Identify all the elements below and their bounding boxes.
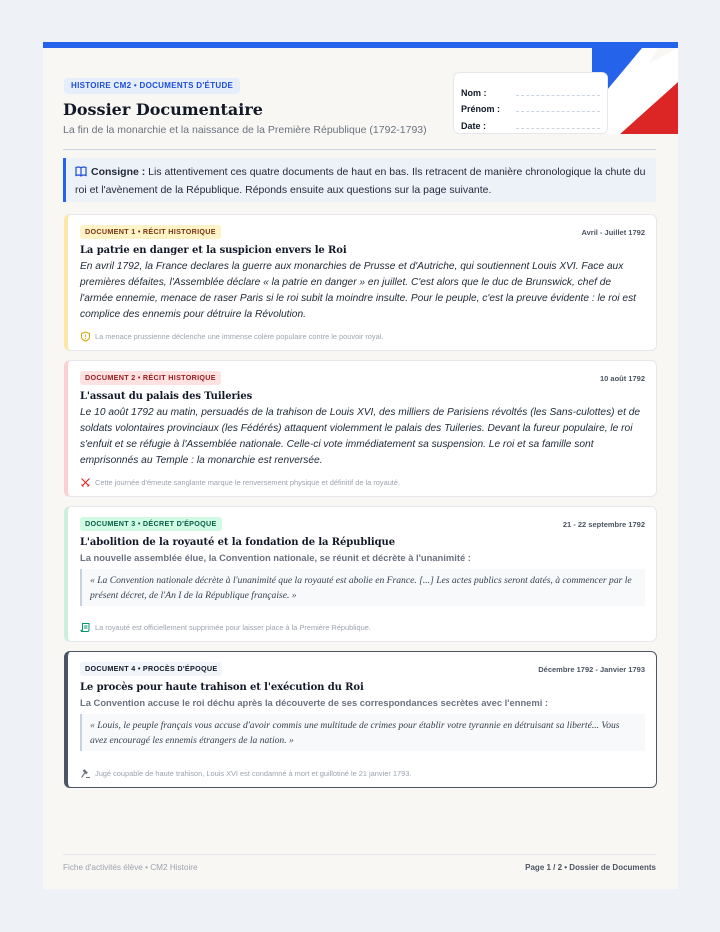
firstname-row — [461, 98, 600, 115]
crossed-swords-icon — [80, 477, 91, 488]
note-text: Cette journée d'émeute sanglante marque le renversement physique et définitif de la royauté. — [95, 478, 401, 487]
date-label: Date : — [461, 120, 487, 131]
document-tag: DOCUMENT 2 • RÉCIT HISTORIQUE — [80, 371, 221, 385]
document-tag: DOCUMENT 4 • PROCÈS D'ÉPOQUE — [80, 662, 222, 676]
document-tag: DOCUMENT 1 • RÉCIT HISTORIQUE — [80, 225, 221, 239]
shield-icon — [80, 331, 91, 342]
document-title: L'assaut du palais des Tuileries — [80, 391, 253, 402]
document-title: La patrie en danger et la suspicion envers le Roi — [80, 245, 347, 256]
document-date: 21 - 22 septembre 1792 — [562, 519, 645, 529]
footer-left: Fiche d'activités élève • CM2 Histoire — [63, 863, 198, 872]
document-title: L'abolition de la royauté et la fondation de la République — [80, 537, 395, 548]
footer-divider — [63, 854, 656, 855]
page-subtitle: La fin de la monarchie et la naissance de la Première République (1792-1793) — [63, 124, 427, 136]
note-text: Jugé coupable de haute trahison, Louis XVI est condamné à mort et guillotiné le 21 janvier 1793. — [95, 769, 412, 778]
document-card-2 — [64, 360, 657, 497]
name-row — [461, 81, 600, 98]
document-quote: « Louis, le peuple français vous accuse d'avoir commis une multitude de crimes pour établir votre tyrannie en détruisant sa liberté... Vous avez encouragé les ennemis étrangers de la nation. » — [80, 714, 645, 751]
name-label: Nom : — [461, 87, 487, 98]
worksheet-page — [43, 42, 678, 889]
document-tag: DOCUMENT 3 • DÉCRET D'ÉPOQUE — [80, 517, 222, 531]
instructions-text: Lis attentivement ces quatre documents de haut en bas. Ils retracent de manière chronologique la chute du roi et l'avènement de la République. Réponds ensuite aux questions sur la page suivante. — [75, 166, 646, 196]
document-text: En avril 1792, la France declares la guerre aux monarchies de Prusse et d'Autriche, qui soutiennent Louis XVI. Face aux premières défaites, l'Assemblée déclare « la patrie en danger » en juillet. C'est alors que le duc de Brunswick, chef de l'armée ennemie, menace de raser Paris si le roi subit la moindre insulte. Pour le peuple, c'est la preuve évidente : le roi est complice des ennemis pour détruire la Révolution. — [80, 261, 636, 320]
document-note — [80, 331, 383, 342]
document-quote: « La Convention nationale décrète à l'unanimité que la royauté est abolie en France. [...] Les actes publics seront datés, à commencer par le présent décret, de l'An I de la République française. » — [80, 569, 645, 606]
document-date: Avril - Juillet 1792 — [581, 227, 645, 237]
name-field[interactable] — [516, 88, 600, 96]
note-text: La royauté est officiellement supprimée pour laisser place à la Première République. — [95, 623, 371, 632]
document-card-1 — [64, 214, 657, 351]
header-divider — [63, 149, 656, 150]
instructions-box — [63, 158, 656, 202]
firstname-label: Prénom : — [461, 104, 501, 114]
book-icon — [75, 166, 87, 182]
gavel-icon — [80, 768, 91, 779]
document-card-3 — [64, 506, 657, 642]
document-note — [80, 768, 411, 779]
date-row — [461, 114, 600, 131]
document-intro: La nouvelle assemblée élue, la Convention nationale, se réunit et décrète à l'unanimité : — [80, 552, 471, 563]
subject-chip: HISTOIRE CM2 • DOCUMENTS D'ÉTUDE — [64, 78, 240, 94]
document-date: Décembre 1792 - Janvier 1793 — [538, 664, 645, 674]
document-text: Le 10 août 1792 au matin, persuadés de la trahison de Louis XVI, des milliers de Parisiens révoltés (les Sans-culottes) et de soldats volontaires provinciaux (les Fédérés) attaquent violemment le palais des Tuileries. Devant la fureur populaire, le roi s'enfuit et se réfugie à l'Assemblée nationale. Celle-ci vote immédiatement sa suspension. Le roi et sa famille sont emprisonnés au Temple : la monarchie est renversée. — [80, 407, 641, 466]
document-intro: La Convention accuse le roi déchu après la découverte de ses correspondances secrètes avec l'ennemi : — [80, 697, 549, 708]
date-field[interactable] — [516, 121, 600, 129]
document-card-4 — [64, 651, 657, 788]
instructions-label: Consigne : — [91, 166, 146, 178]
scroll-icon — [80, 622, 91, 633]
page-title: Dossier Documentaire — [63, 100, 263, 119]
note-text: La menace prussienne déclenche une immense colère populaire contre le pouvoir royal. — [95, 332, 384, 341]
firstname-field[interactable] — [516, 104, 600, 112]
document-title: Le procès pour haute trahison et l'exécution du Roi — [80, 682, 364, 693]
document-note — [80, 477, 400, 488]
footer-page-info: Page 1 / 2 • Dossier de Documents — [525, 863, 656, 872]
document-note — [80, 622, 371, 633]
student-identity-box — [453, 72, 608, 134]
document-date: 10 août 1792 — [599, 373, 645, 383]
